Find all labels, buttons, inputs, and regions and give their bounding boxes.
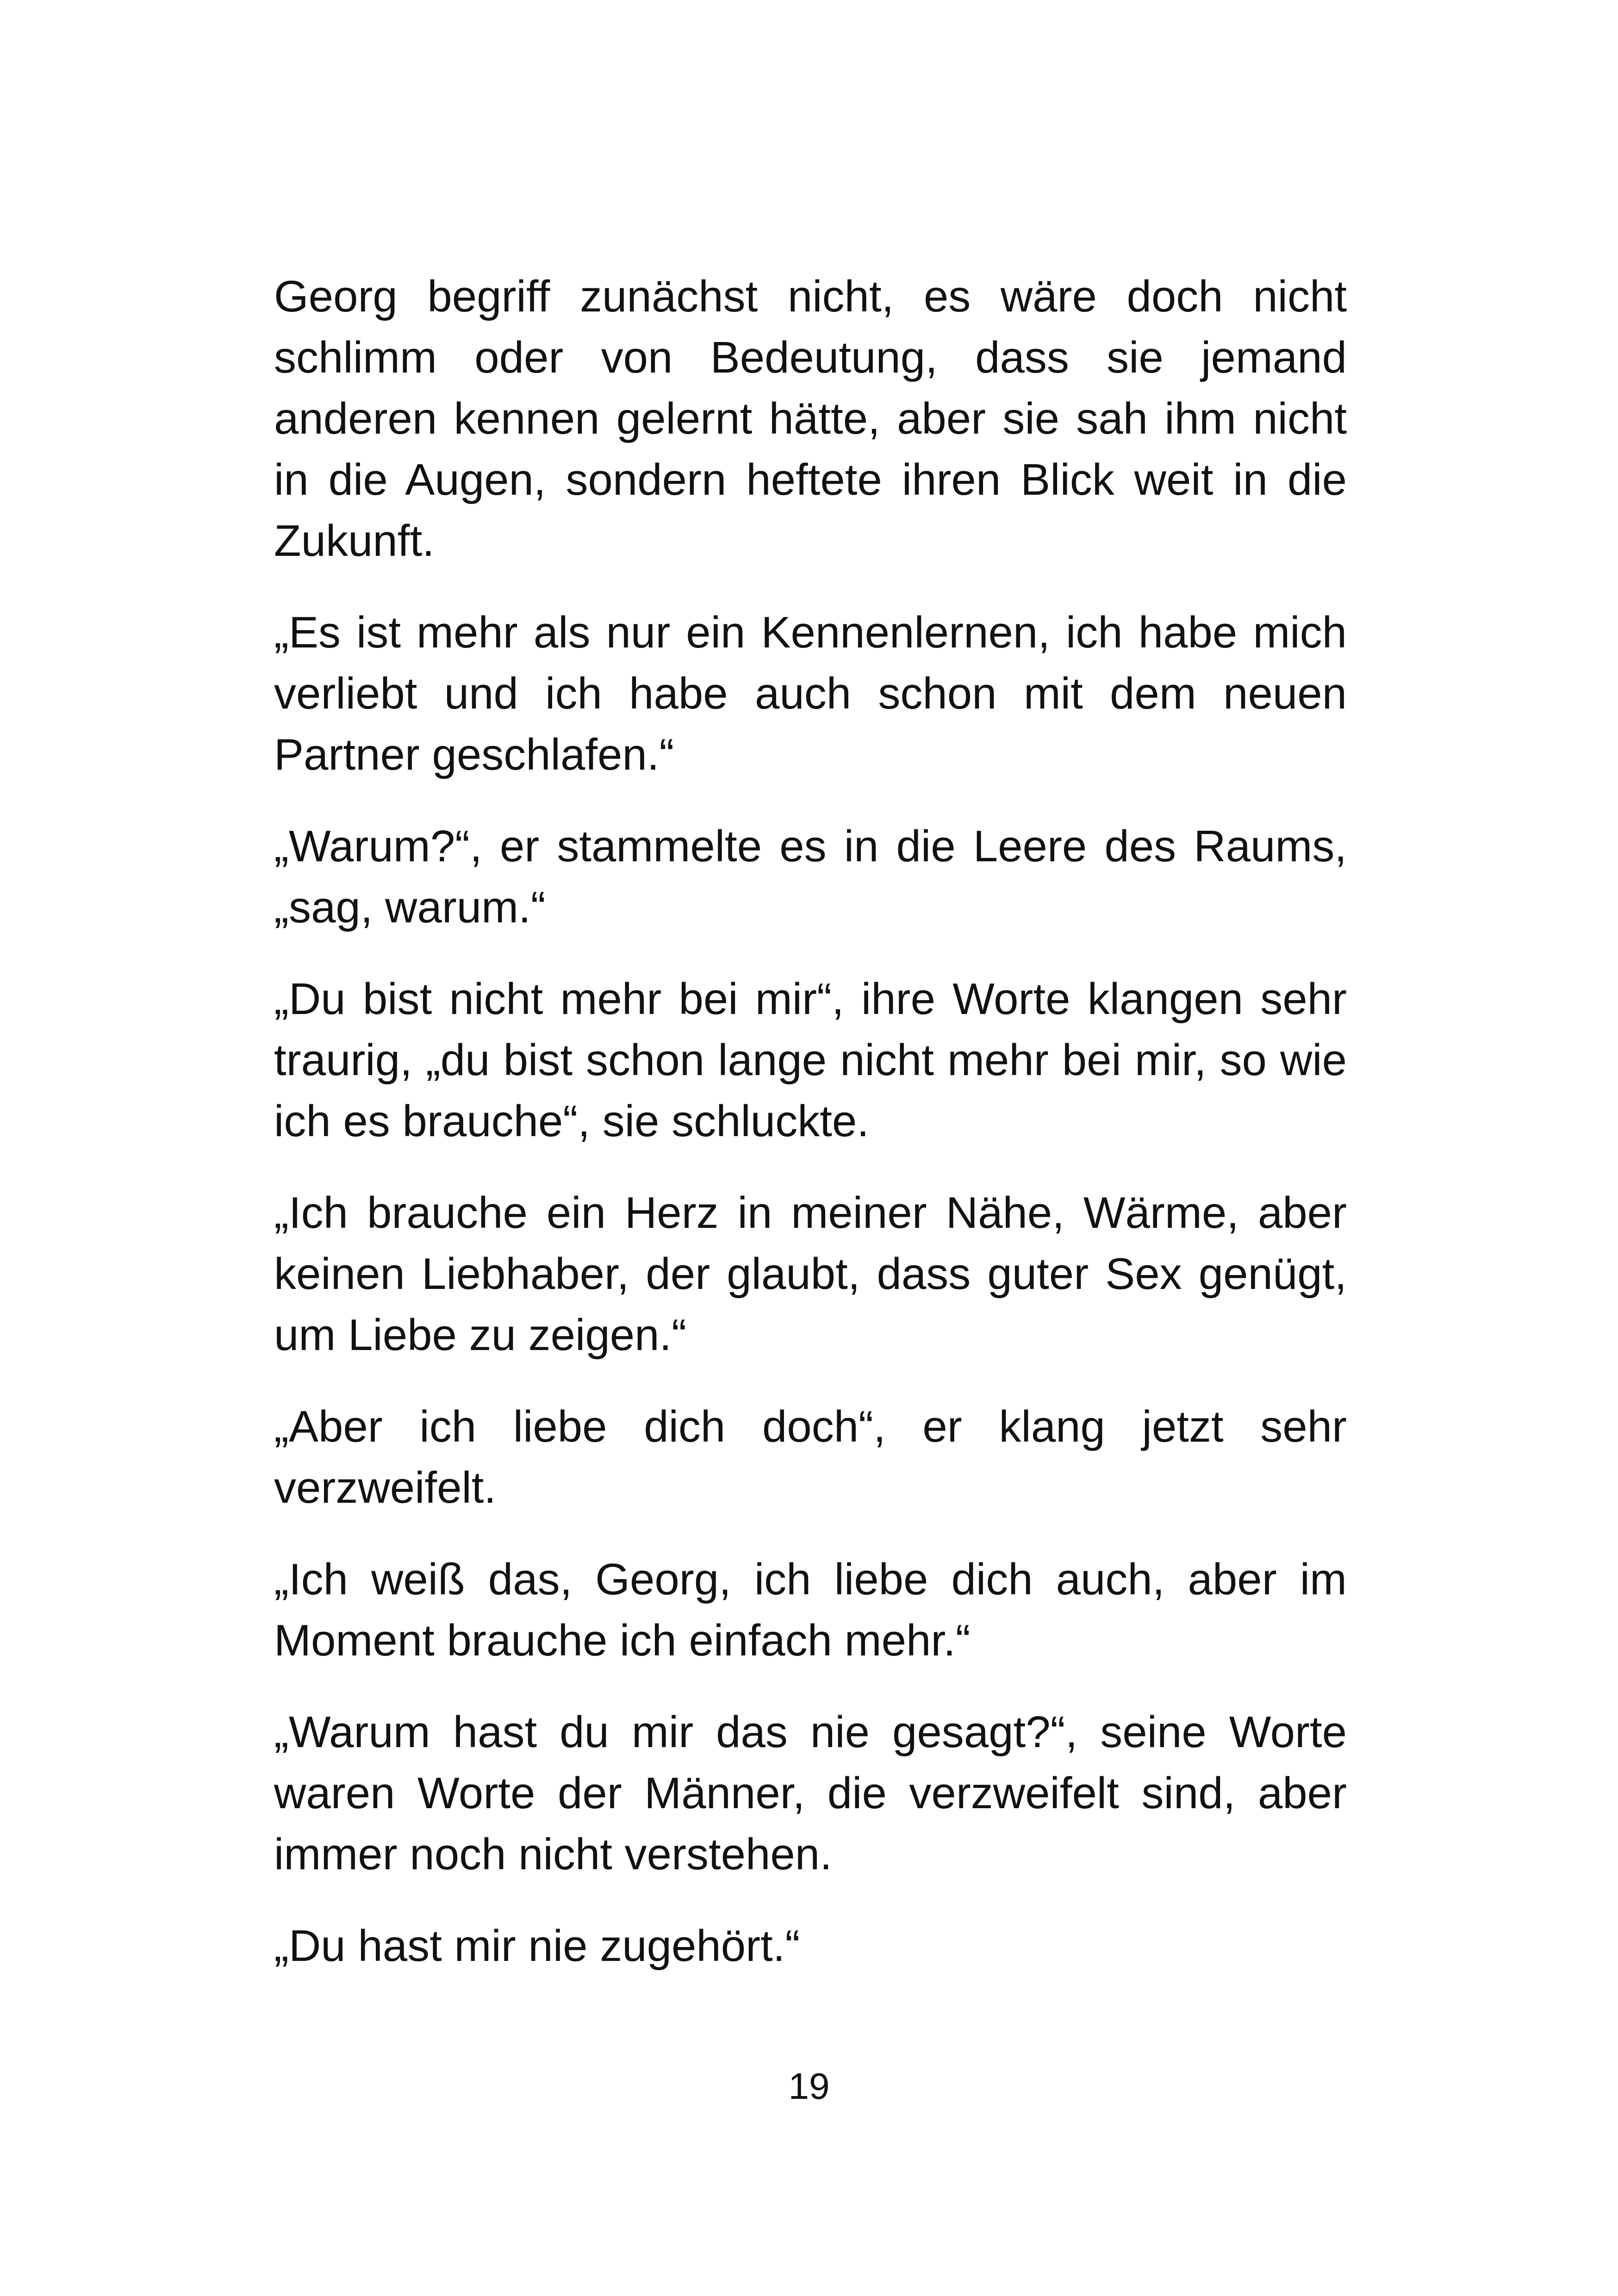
paragraph: „Aber ich liebe dich doch“, er klang jetzt sehr verzweifelt. [274, 1402, 1347, 1512]
paragraph: „Warum hast du mir das nie gesagt?“, seine Worte waren Worte der Männer, die verzweifelt sind, aber immer noch nicht verstehen. [274, 1707, 1347, 1879]
paragraph: „Du hast mir nie zugehört.“ [274, 1921, 800, 1971]
paragraph: „Ich brauche ein Herz in meiner Nähe, Wärme, aber keinen Liebhaber, der glaubt, dass guter Sex genügt, um Liebe zu zeigen.“ [274, 1188, 1347, 1360]
page-number: 19 [788, 2066, 830, 2107]
paragraph: „Ich weiß das, Georg, ich liebe dich auch, aber im Moment brauche ich einfach mehr.“ [274, 1555, 1347, 1665]
paragraph: „Du bist nicht mehr bei mir“, ihre Worte klangen sehr traurig, „du bist schon lange nicht mehr bei mir, so wie ich es brauche“, sie schluckte. [274, 974, 1347, 1146]
paragraph: Georg begriff zunächst nicht, es wäre doch nicht schlimm oder von Bedeutung, dass sie jemand anderen kennen gelernt hätte, aber sie sah ihm nicht in die Augen, sondern heftete ihren Blick weit in die Zukunft. [274, 272, 1347, 566]
page-body-text [274, 266, 1347, 2007]
paragraph: „Es ist mehr als nur ein Kennenlernen, ich habe mich verliebt und ich habe auch schon mit dem neuen Partner geschlafen.“ [274, 608, 1347, 779]
paragraph: „Warum?“, er stammelte es in die Leere des Raums, „sag, warum.“ [274, 821, 1347, 932]
